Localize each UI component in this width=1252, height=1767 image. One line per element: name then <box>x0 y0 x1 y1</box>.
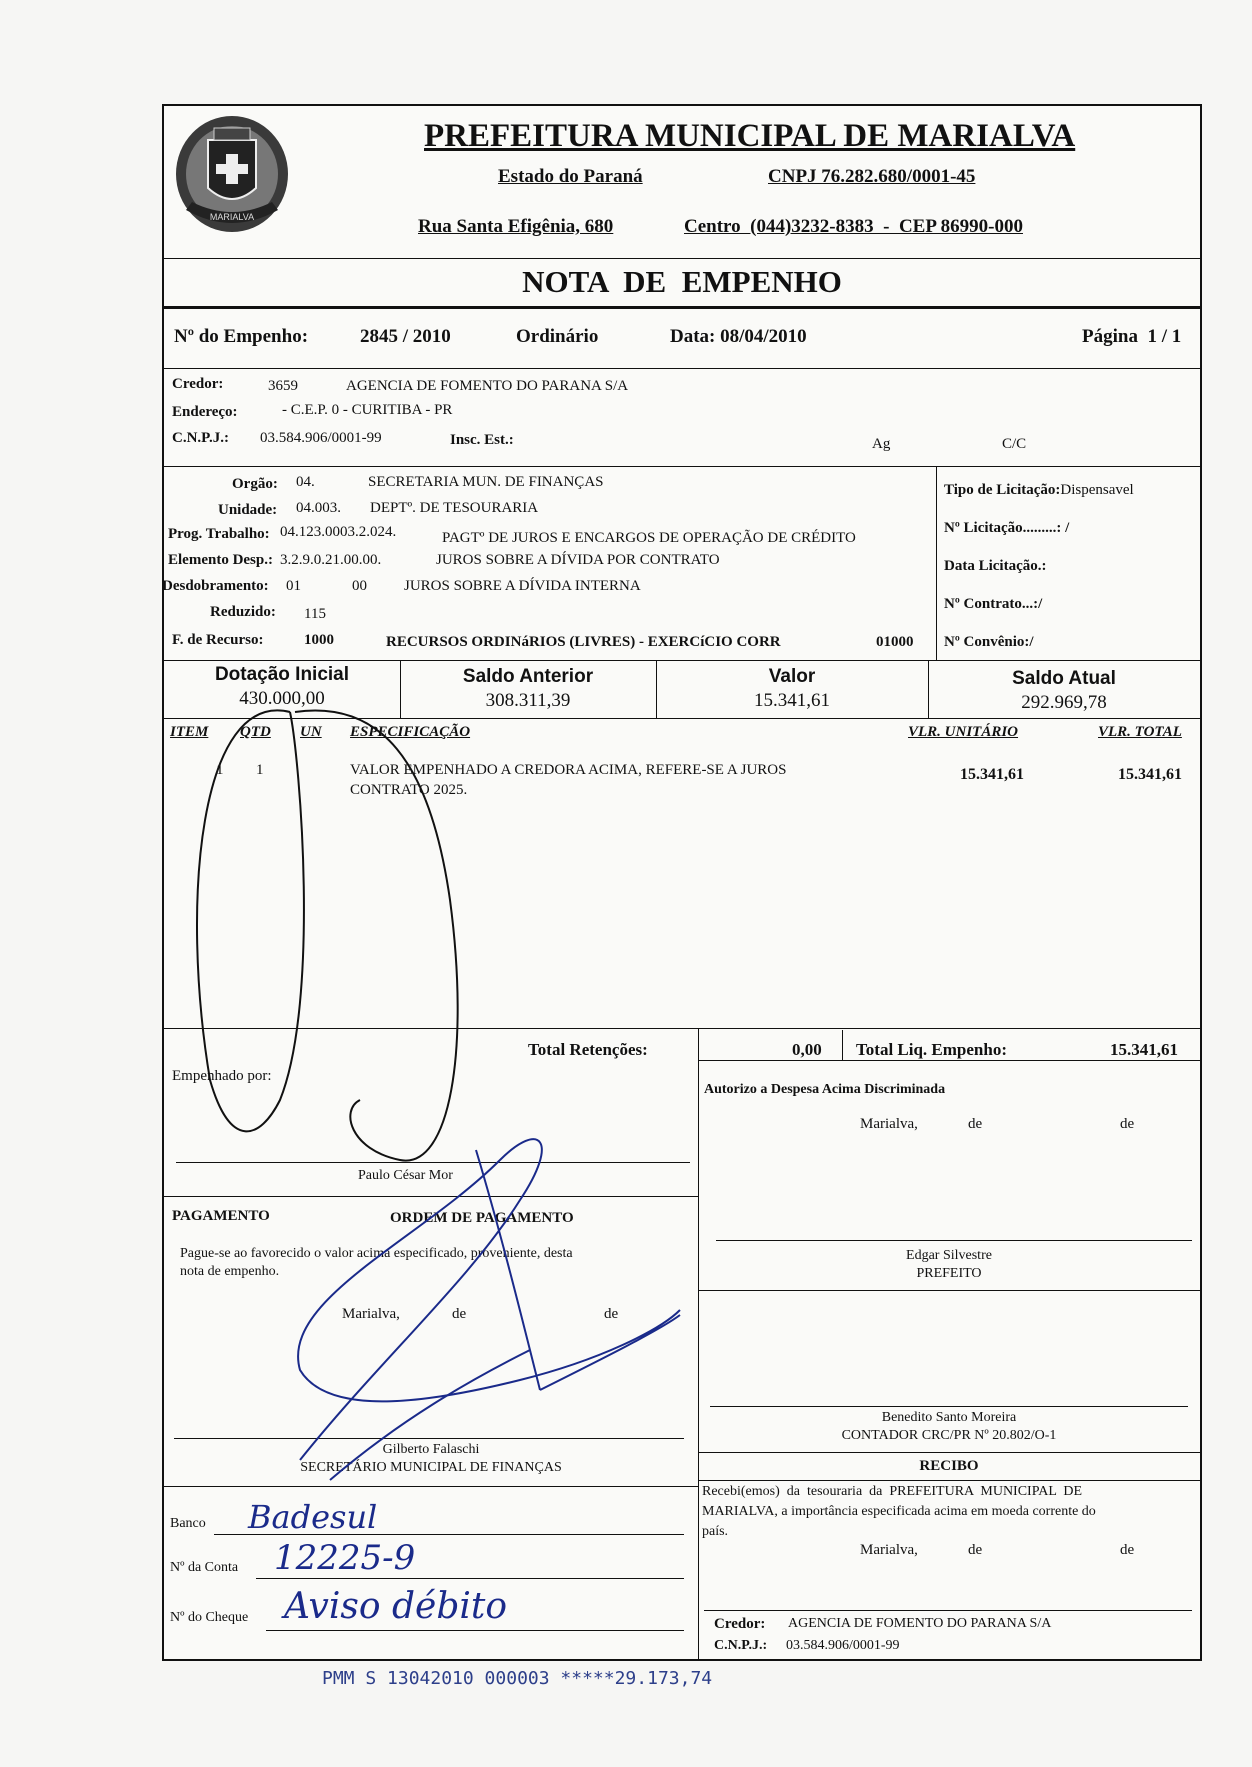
unidade-label: Unidade: <box>218 502 278 518</box>
tipo-licitacao-value: Dispensavel <box>1060 482 1134 498</box>
tipo-licitacao-label: Tipo de Licitação: <box>944 482 1061 498</box>
recibo-credor-name: AGENCIA DE FOMENTO DO PARANA S/A <box>788 1616 1052 1631</box>
row-desc-2: CONTRATO 2025. <box>350 782 468 798</box>
desdobramento-name: JUROS SOBRE A DÍVIDA INTERNA <box>404 578 641 594</box>
row-desc-1: VALOR EMPENHADO A CREDORA ACIMA, REFERE-SE A JUROS <box>350 762 787 778</box>
secretario-name: Gilberto Falaschi <box>382 1442 480 1457</box>
recibo-place: Marialva, <box>860 1542 918 1558</box>
cnpj-label: CNPJ 76.282.680/0001-45 <box>768 166 976 187</box>
row-item: 1 <box>216 762 224 778</box>
prog-trabalho-name: PAGTº DE JUROS E ENCARGOS DE OPERAÇÃO DE CRÉDITO <box>442 530 856 546</box>
dotacao-inicial-label: Dotação Inicial <box>214 664 350 685</box>
empenho-type: Ordinário <box>516 326 599 347</box>
numero-conta-label: Nº da Conta <box>170 1560 239 1575</box>
col-item: ITEM <box>170 724 209 740</box>
insc-est-label: Insc. Est.: <box>450 432 514 448</box>
empenhado-por-name: Paulo César Mor <box>358 1168 453 1183</box>
autorizo-de-2: de <box>1120 1116 1135 1132</box>
numero-contrato: Nº Contrato...:/ <box>944 596 1043 612</box>
unidade-name: DEPTº. DE TESOURARIA <box>370 500 539 516</box>
address-label: Rua Santa Efigênia, 680 <box>418 216 614 237</box>
credor-code: 3659 <box>268 378 298 394</box>
ordem-pagamento-label: ORDEM DE PAGAMENTO <box>390 1210 574 1226</box>
pagamento-de-1: de <box>452 1306 467 1322</box>
contador-name: Benedito Santo Moreira <box>881 1410 1017 1425</box>
contador-role: CONTADOR CRC/PR Nº 20.802/O-1 <box>841 1428 1057 1443</box>
pagamento-text-1: Pague-se ao favorecido o valor acima especificado, proveniente, desta <box>180 1246 573 1261</box>
recibo-text-3: país. <box>702 1524 729 1539</box>
total-retencoes-value: 0,00 <box>792 1040 822 1059</box>
secretario-role: SECRETÁRIO MUNICIPAL DE FINANÇAS <box>300 1460 562 1475</box>
empenho-number-label: Nº do Empenho: <box>174 326 309 347</box>
data-licitacao: Data Licitação.: <box>944 558 1047 574</box>
saldo-atual-label: Saldo Atual <box>1012 668 1116 689</box>
elemento-desp-name: JUROS SOBRE A DÍVIDA POR CONTRATO <box>436 552 720 568</box>
credor-name: AGENCIA DE FOMENTO DO PARANA S/A <box>346 378 629 394</box>
svg-text:MARIALVA: MARIALVA <box>209 212 255 222</box>
elemento-desp-label: Elemento Desp.: <box>168 552 273 568</box>
autorizo-title: Autorizo a Despesa Acima Discriminada <box>704 1082 946 1097</box>
col-vlr-unitario: VLR. UNITÁRIO <box>908 724 1019 740</box>
fonte-recurso-code: 1000 <box>304 632 334 648</box>
state-label: Estado do Paraná <box>498 166 643 187</box>
conta-handwritten: 12225-9 <box>274 1538 416 1578</box>
orgao-code: 04. <box>296 474 315 490</box>
ag-label: Ag <box>872 436 891 452</box>
prog-trabalho-label: Prog. Trabalho: <box>168 526 270 542</box>
unidade-code: 04.003. <box>296 500 341 516</box>
banco-handwritten: Badesul <box>248 1498 378 1536</box>
district-phone-cep: Centro (044)3232-8383 - CEP 86990-000 <box>684 216 1023 237</box>
recibo-cnpj-value: 03.584.906/0001-99 <box>786 1638 900 1653</box>
credor-label: Credor: <box>172 376 224 392</box>
pagamento-label: PAGAMENTO <box>172 1208 270 1224</box>
reduzido-label: Reduzido: <box>210 604 276 620</box>
prefeitura-title: PREFEITURA MUNICIPAL DE MARIALVA <box>424 118 1076 154</box>
reduzido-value: 115 <box>304 606 326 622</box>
fonte-recurso-name: RECURSOS ORDINáRIOS (LIVRES) - EXERCíCIO CORR <box>386 634 781 650</box>
prefeito-name: Edgar Silvestre <box>906 1248 992 1263</box>
payment-stamp: PMM S 13042010 000003 *****29.173,74 <box>322 1668 713 1689</box>
recibo-credor-label: Credor: <box>714 1616 766 1632</box>
recibo-de-1: de <box>968 1542 983 1558</box>
row-qtd: 1 <box>256 762 264 778</box>
saldo-atual-value: 292.969,78 <box>1021 692 1107 713</box>
nota-de-empenho-form <box>162 104 1202 1661</box>
col-un: UN <box>300 724 322 740</box>
elemento-desp-code: 3.2.9.0.21.00.00. <box>280 552 382 568</box>
recibo-cnpj-label: C.N.P.J.: <box>714 1638 768 1653</box>
total-liquido-value: 15.341,61 <box>1110 1040 1178 1059</box>
col-qtd: QTD <box>240 724 271 740</box>
numero-cheque-label: Nº do Cheque <box>170 1610 249 1625</box>
tipo-licitacao <box>944 482 1134 499</box>
cheque-handwritten: Aviso débito <box>284 1586 508 1627</box>
page-number: Página 1 / 1 <box>1082 326 1182 347</box>
saldo-anterior-value: 308.311,39 <box>485 690 571 711</box>
numero-licitacao: Nº Licitação.........: / <box>944 520 1070 536</box>
autorizo-de-1: de <box>968 1116 983 1132</box>
orgao-label: Orgão: <box>232 476 278 492</box>
valor-label: Valor <box>768 666 816 687</box>
dotacao-inicial-value: 430.000,00 <box>239 688 325 709</box>
credor-cnpj: 03.584.906/0001-99 <box>260 430 382 446</box>
cnpj-credor-label: C.N.P.J.: <box>172 430 229 446</box>
fonte-recurso-code2: 01000 <box>876 634 914 650</box>
cc-label: C/C <box>1002 436 1027 452</box>
prog-trabalho-code: 04.123.0003.2.024. <box>280 524 397 540</box>
row-unit-value: 15.341,61 <box>960 766 1024 783</box>
valor-value: 15.341,61 <box>754 690 830 711</box>
col-vlr-total: VLR. TOTAL <box>1098 724 1182 740</box>
desdobramento-code2: 00 <box>352 578 367 594</box>
address-label-credor: Endereço: <box>172 404 238 420</box>
recibo-text-1: Recebi(emos) da tesouraria da PREFEITURA MUNICIPAL DE <box>702 1484 1083 1499</box>
saldo-anterior-label: Saldo Anterior <box>462 666 594 687</box>
doc-title: NOTA DE EMPENHO <box>522 264 842 299</box>
pagamento-de-2: de <box>604 1306 619 1322</box>
desdobramento-code1: 01 <box>286 578 301 594</box>
empenhado-por-label: Empenhado por: <box>172 1068 272 1084</box>
recibo-de-2: de <box>1120 1542 1135 1558</box>
pagamento-text-2: nota de empenho. <box>180 1264 280 1279</box>
empenho-date: Data: 08/04/2010 <box>670 326 807 347</box>
total-retencoes-label: Total Retenções: <box>528 1040 648 1059</box>
pagamento-place: Marialva, <box>342 1306 400 1322</box>
fonte-recurso-label: F. de Recurso: <box>172 632 264 648</box>
empenho-number: 2845 / 2010 <box>360 326 451 347</box>
total-liquido-label: Total Liq. Empenho: <box>856 1040 1007 1059</box>
autorizo-place: Marialva, <box>860 1116 918 1132</box>
coat-of-arms-icon <box>168 110 296 238</box>
prefeito-role: PREFEITO <box>916 1266 982 1281</box>
recibo-title: RECIBO <box>919 1458 979 1474</box>
numero-convenio: Nº Convênio:/ <box>944 634 1034 650</box>
recibo-text-2: MARIALVA, a importância especificada acima em moeda corrente do <box>702 1504 1096 1519</box>
orgao-name: SECRETARIA MUN. DE FINANÇAS <box>368 474 604 490</box>
credor-address: - C.E.P. 0 - CURITIBA - PR <box>282 402 453 418</box>
desdobramento-label: Desdobramento: <box>162 578 269 594</box>
banco-label: Banco <box>170 1516 206 1531</box>
row-total-value: 15.341,61 <box>1118 766 1182 783</box>
col-especificacao: ESPECIFICAÇÃO <box>350 724 471 740</box>
